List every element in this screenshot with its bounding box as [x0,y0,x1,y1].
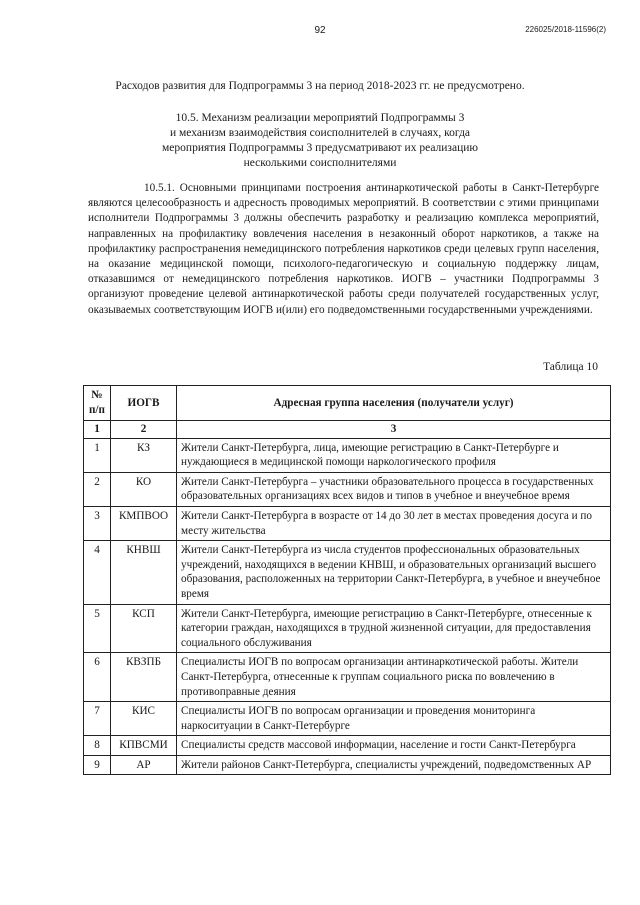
row-number: 3 [84,506,111,540]
heading-line: и механизм взаимодействия соисполнителей в случаях, когда [169,127,471,139]
row-iogv: КВЗПБ [111,653,177,702]
document-id: 226025/2018-11596(2) [525,25,606,34]
row-target-group: Жители Санкт-Петербурга, имеющие регистрацию в Санкт-Петербурге, отнесенные к категории граждан, находящихся в трудной жизненной ситуации, для предоставления социального обслуживания [177,604,611,653]
heading-line: мероприятия Подпрограммы 3 предусматривают их реализацию [162,142,478,154]
column-number-row [84,421,611,439]
row-iogv: КИС [111,702,177,736]
heading-line: 10.5. Механизм реализации мероприятий Подпрограммы 3 [175,112,465,124]
page-number: 92 [314,25,326,36]
table-row [84,438,611,472]
row-target-group: Жители районов Санкт-Петербурга, специалисты учреждений, подведомственных АР [177,755,611,775]
row-target-group: Жители Санкт-Петербурга в возрасте от 14 до 30 лет в местах проведения досуга и по месту жительства [177,506,611,540]
table-header-row [84,386,611,421]
row-iogv: КМПВОО [111,506,177,540]
row-iogv: КНВШ [111,541,177,604]
row-iogv: АР [111,755,177,775]
column-number: 3 [177,421,611,439]
table-row [84,541,611,604]
row-target-group: Специалисты средств массовой информации, население и гости Санкт-Петербурга [177,736,611,756]
table-row [84,604,611,653]
row-iogv: КСП [111,604,177,653]
column-number: 1 [84,421,111,439]
row-target-group: Жители Санкт-Петербурга – участники образовательного процесса в государственных образовательных организациях всех видов и типов в учебное и внеучебное время [177,472,611,506]
row-number: 8 [84,736,111,756]
row-iogv: КО [111,472,177,506]
column-number: 2 [111,421,177,439]
row-number: 6 [84,653,111,702]
table-row [84,653,611,702]
table-row [84,755,611,775]
row-iogv: КПВСМИ [111,736,177,756]
table-row [84,736,611,756]
header-number: № п/п [84,386,111,421]
row-number: 5 [84,604,111,653]
table-row [84,702,611,736]
header-target-group: Адресная группа населения (получатели услуг) [177,386,611,421]
table-row [84,472,611,506]
row-target-group: Жители Санкт-Петербурга из числа студентов профессиональных образовательных учреждений, находящихся в ведении КНВШ, и образовательных организаций высшего образования, расположенных на территории Санкт-Петербурга, в учебное и внеучебное время [177,541,611,604]
intro-line: Расходов развития для Подпрограммы 3 на период 2018-2023 гг. не предусмотрено. [115,80,525,92]
row-iogv: КЗ [111,438,177,472]
row-target-group: Специалисты ИОГВ по вопросам организации и проведения мониторинга наркоситуации в Санкт-Петербурге [177,702,611,736]
target-groups-table [83,385,611,775]
row-number: 9 [84,755,111,775]
row-number: 4 [84,541,111,604]
body-paragraph: 10.5.1. Основными принципами построения антинаркотической работы в Санкт-Петербурге являются целесообразность и адресность проводимых мероприятий. В соответствии с этими принципами исполнители Подпрограммы 3 должны обеспечить разработку и реализацию комплекса мероприятий, направленных на профилактику вовлечения населения в незаконный оборот наркотиков, а также на профилактику распространения немедицинского потребления наркотиков среди целевых групп населения, на оказание медицинской помощи, психолого-педагогическую и социальную поддержку лицам, отказавшимся от немедицинского потребления наркотиков. ИОГВ – участники Подпрограммы 3 организуют проведение целевой антинаркотической работы среди получателей государственных услуг, оказываемых соответствующим ИОГВ и(или) его подведомственными государственными учреждениями. [88,182,599,316]
header-iogv: ИОГВ [111,386,177,421]
table-row [84,506,611,540]
row-number: 1 [84,438,111,472]
row-number: 2 [84,472,111,506]
row-target-group: Специалисты ИОГВ по вопросам организации антинаркотической работы. Жители Санкт-Петербурга, отнесенные к группам социального риска по вовлечению в противоправные деяния [177,653,611,702]
table-caption: Таблица 10 [543,361,598,373]
heading-line: несколькими соисполнителями [243,157,397,169]
row-target-group: Жители Санкт-Петербурга, лица, имеющие регистрацию в Санкт-Петербурге и нуждающиеся в медицинской помощи наркологического профиля [177,438,611,472]
row-number: 7 [84,702,111,736]
